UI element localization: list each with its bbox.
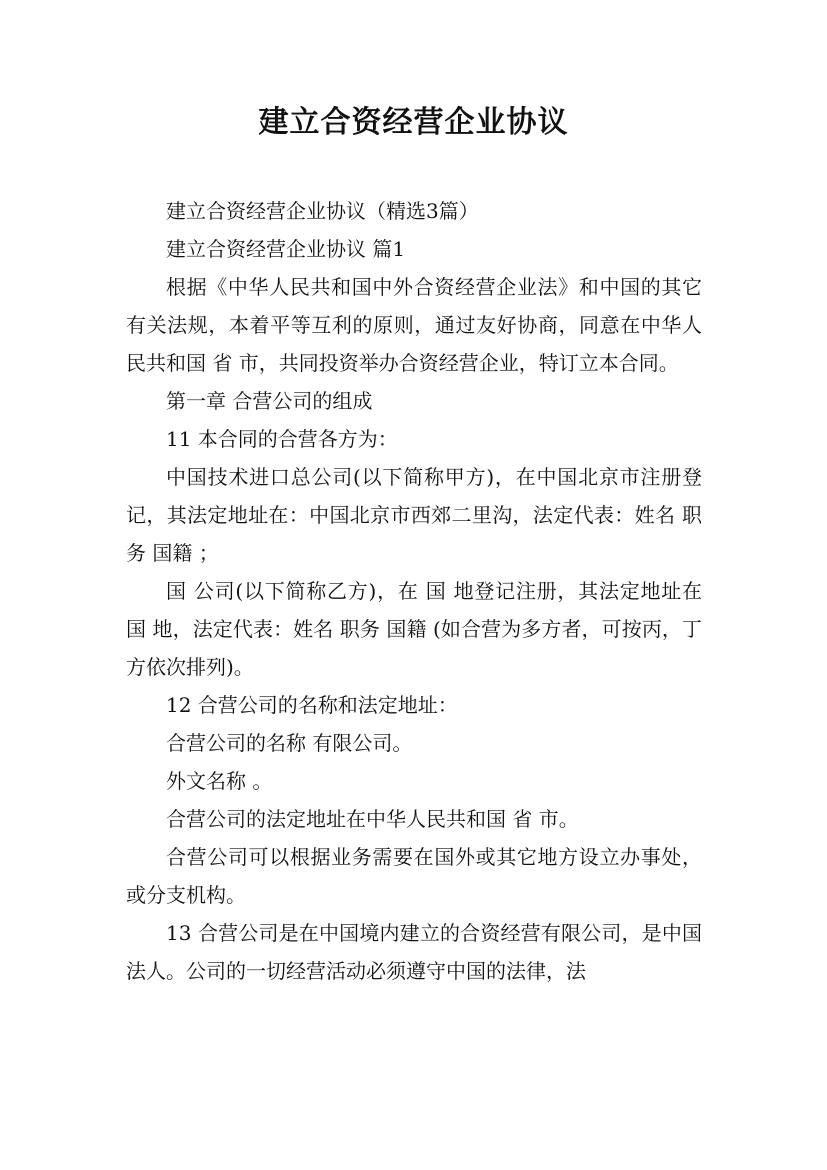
paragraph-party-b: 国 公司(以下简称乙方)，在 国 地登记注册，其法定地址在 国 地，法定代表：姓名 职务 国籍 (如合营为多方者，可按丙，丁方依次排列)。 bbox=[126, 579, 702, 679]
document-title: 建立合资经营企业协议 bbox=[258, 105, 569, 140]
paragraph-foreign-name: 外文名称 。 bbox=[166, 769, 273, 793]
paragraph-preamble: 根据《中华人民共和国中外合资经营企业法》和中国的其它有关法规，本着平等互利的原则，通过友好协商，同意在中华人民共和国 省 市，共同投资举办合资经营企业，特订立本合同。 bbox=[126, 275, 702, 375]
paragraph-section-heading: 建立合资经营企业协议 篇1 bbox=[166, 237, 406, 261]
paragraph-party-a: 中国技术进口总公司(以下简称甲方)，在中国北京市注册登记，其法定地址在：中国北京市西郊二里沟，法定代表：姓名 职务 国籍 ； bbox=[126, 465, 702, 565]
paragraph-company-name: 合营公司的名称 有限公司。 bbox=[166, 731, 413, 755]
paragraph-clause-1-3: 13 合营公司是在中国境内建立的合资经营有限公司，是中国法人。公司的一切经营活动必须遵守中国的法律，法 bbox=[126, 921, 702, 983]
paragraph-clause-1-2: 12 合营公司的名称和法定地址： bbox=[166, 693, 458, 717]
paragraph-chapter-heading: 第一章 合营公司的组成 bbox=[166, 389, 373, 413]
document-body bbox=[126, 192, 702, 990]
paragraph-legal-address: 合营公司的法定地址在中华人民共和国 省 市。 bbox=[166, 807, 579, 831]
paragraph-clause-1-1: 11 本合同的合营各方为： bbox=[166, 427, 398, 451]
paragraph-branch-offices: 合营公司可以根据业务需要在国外或其它地方设立办事处，或分支机构。 bbox=[126, 845, 702, 907]
paragraph-subtitle: 建立合资经营企业协议（精选3篇） bbox=[166, 199, 479, 223]
